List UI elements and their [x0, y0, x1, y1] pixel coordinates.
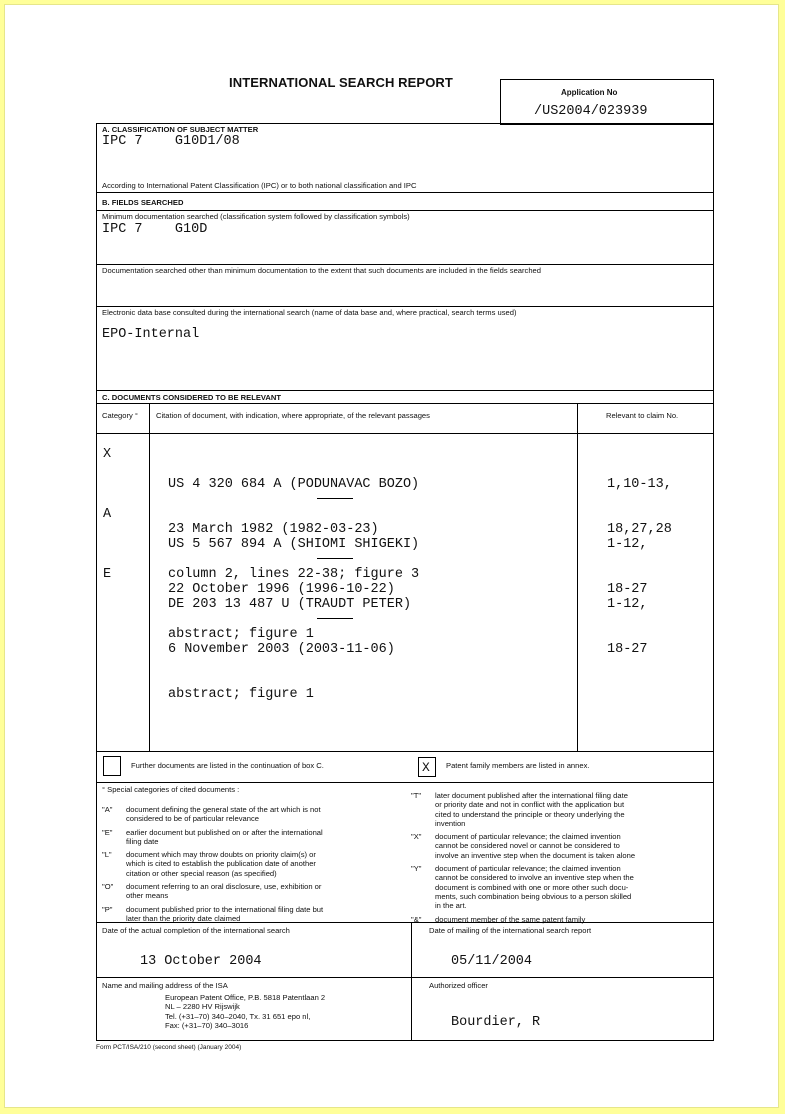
application-no-label: Application No	[561, 88, 618, 97]
relevant-header: Relevant to claim No.	[606, 411, 679, 420]
category-a: "A" document defining the general state of the art which is not considered to be of particular relevance	[102, 805, 321, 824]
column-divider	[577, 403, 578, 751]
row-category: E	[103, 567, 112, 582]
min-doc-value: IPC 7 G10D	[102, 222, 208, 237]
application-no-box	[500, 79, 714, 125]
categories-left	[102, 805, 402, 923]
divider	[96, 751, 714, 752]
citation-header: Citation of document, with indication, where appropriate, of the relevant passages	[156, 411, 430, 420]
further-docs-text: Further documents are listed in the continuation of box C.	[131, 761, 324, 770]
patent-family-checkbox[interactable]	[418, 757, 436, 777]
category-o: "O" document referring to an oral disclosure, use, exhibition or other means	[102, 882, 322, 901]
classification-footer: According to International Patent Classification (IPC) or to both national classification and IPC	[102, 181, 417, 190]
classification-value: IPC 7 G10D1/08	[102, 134, 240, 149]
divider	[96, 433, 714, 434]
isa-address: European Patent Office, P.B. 5818 Patentlaan 2 NL – 2280 HV Rijswijk Tel. (+31–70) 340–2040, Tx. 31 651 epo nl, Fax: (+31–70) 340–3016	[165, 993, 326, 1030]
isa-label: Name and mailing address of the ISA	[102, 981, 228, 990]
patent-family-text: Patent family members are listed in annex.	[446, 761, 590, 770]
completion-date-label: Date of the actual completion of the international search	[102, 926, 290, 935]
row-citation: DE 203 13 487 U (TRAUDT PETER) 6 November 2003 (2003-11-06) abstract; figure 1	[168, 597, 412, 702]
search-report-page	[4, 4, 779, 1108]
further-docs-checkbox[interactable]	[103, 756, 121, 776]
check-mark-icon: X	[422, 760, 430, 775]
min-doc-label: Minimum documentation searched (classification system followed by classification symbols)	[102, 212, 410, 221]
categories-heading: ° Special categories of cited documents :	[102, 785, 240, 794]
row-citation: US 5 567 894 A (SHIOMI SHIGEKI) 22 October 1996 (1996-10-22) abstract; figure 1	[168, 537, 420, 642]
form-footer: Form PCT/ISA/210 (second sheet) (January 2004)	[96, 1044, 242, 1051]
section-a-label: A. CLASSIFICATION OF SUBJECT MATTER	[102, 125, 259, 134]
mailing-date-label: Date of mailing of the international search report	[429, 926, 592, 935]
divider	[96, 390, 714, 391]
section-b-label: B. FIELDS SEARCHED	[102, 198, 184, 207]
categories-right	[411, 791, 709, 924]
row-separator	[317, 498, 353, 499]
mailing-date-value: 05/11/2004	[451, 954, 533, 969]
category-amp: "&" document member of the same patent family	[411, 914, 586, 924]
category-x: "X" document of particular relevance; the claimed invention cannot be considered novel or cannot be considered to involve an inventive step when the document is taken alone	[411, 832, 636, 860]
category-e: "E" earlier document but published on or after the international filing date	[102, 827, 323, 846]
divider	[96, 403, 714, 404]
officer-label: Authorized officer	[429, 981, 488, 990]
divider	[96, 264, 714, 265]
divider	[96, 306, 714, 307]
category-t: "T" later document published after the international filing date or priority date and not in conflict with the application but cited to understand the principle or theory underlying the invention	[411, 791, 628, 828]
divider	[96, 977, 714, 978]
row-separator	[317, 558, 353, 559]
category-y: "Y" document of particular relevance; the claimed invention cannot be considered to involve an inventive step when the document is combined with one or more other such docu- ments, such combination being obvious to a person skilled in the art.	[411, 864, 634, 911]
category-l: "L" document which may throw doubts on priority claim(s) or which is cited to establish the publication date of another citation or other special reason (as specified)	[102, 850, 316, 878]
other-doc-label: Documentation searched other than minimum documentation to the extent that such documents are included in the fields searched	[102, 266, 542, 275]
electronic-db-label: Electronic data base consulted during the international search (name of data base and, where practical, search terms used)	[102, 308, 517, 317]
divider	[96, 210, 714, 211]
row-category: A	[103, 507, 112, 522]
row-relevant: 1-12, 18-27	[607, 537, 648, 597]
category-header: Category °	[102, 411, 138, 420]
divider	[96, 922, 714, 923]
completion-date-value: 13 October 2004	[140, 954, 262, 969]
row-separator	[317, 618, 353, 619]
row-citation: US 4 320 684 A (PODUNAVAC BOZO) 23 March 1982 (1982-03-23) column 2, lines 22-38; figure 3	[168, 477, 420, 582]
divider	[96, 782, 714, 783]
row-category: X	[103, 447, 112, 462]
row-relevant: 1,10-13, 18,27,28	[607, 477, 672, 537]
category-p: "P" document published prior to the international filing date but later than the priority date claimed	[102, 904, 324, 923]
column-divider	[149, 403, 150, 751]
electronic-db-value: EPO-Internal	[102, 327, 200, 342]
divider	[96, 192, 714, 193]
application-no-value: /US2004/023939	[534, 104, 648, 119]
row-relevant: 1-12, 18-27	[607, 597, 648, 657]
column-divider	[411, 922, 412, 1041]
section-c-label: C. DOCUMENTS CONSIDERED TO BE RELEVANT	[102, 393, 282, 402]
report-title: INTERNATIONAL SEARCH REPORT	[229, 75, 453, 90]
officer-name: Bourdier, R	[451, 1015, 541, 1030]
